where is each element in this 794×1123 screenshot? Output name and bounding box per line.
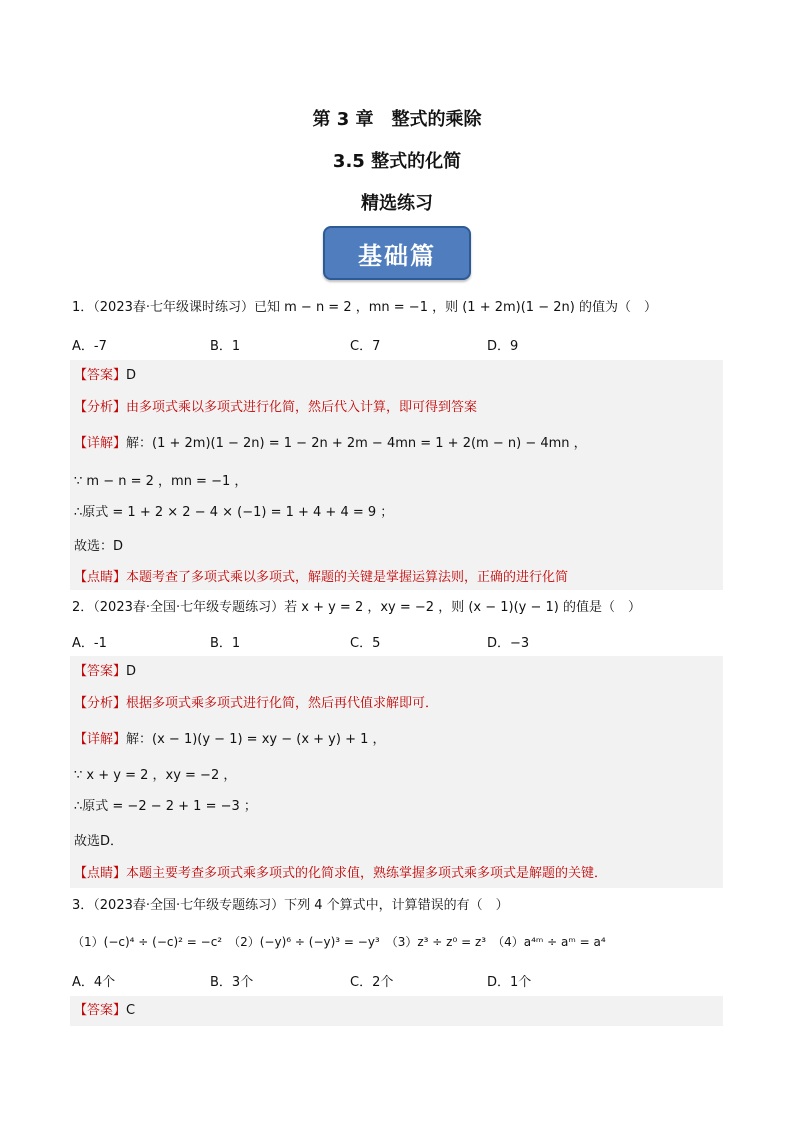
option-c: C．7: [350, 339, 381, 354]
comment-text: 本题主要考查多项式乘多项式的化简求值，熟练掌握多项式乘多项式是解题的关键．: [126, 866, 608, 881]
step-2: ∴原式 = 1 + 2 × 2 − 4 × (−1) = 1 + 4 + 4 = 9 ；: [74, 505, 394, 520]
comment-text: 本题考查了多项式乘以多项式，解题的关键是掌握运算法则，正确的进行化简: [126, 570, 569, 585]
option-b: B．1: [210, 339, 241, 354]
choice-row: 故选D．: [74, 834, 124, 849]
detail-text: 解：(1 + 2m)(1 − 2n) = 1 − 2n + 2m − 4mn = 1 + 2(m − n) − 4mn ，: [126, 436, 587, 451]
question-2-options: [72, 632, 722, 652]
analysis-row: [74, 694, 719, 714]
answer-value: D: [126, 368, 137, 383]
comment-tag: 【点睛】: [74, 866, 127, 881]
option-d: D．9: [487, 339, 519, 354]
detail-row: [74, 730, 719, 750]
answer-row: [74, 1001, 719, 1021]
answer-row: [74, 662, 719, 682]
detail-row: [74, 434, 719, 454]
answer-value: C: [126, 1003, 136, 1018]
answer-value: D: [126, 664, 137, 679]
question-3-options: [72, 971, 722, 991]
analysis-text: 根据多项式乘多项式进行化简，然后再代值求解即可．: [126, 696, 439, 711]
chapter-title: 第 3 章 整式的乘除: [312, 109, 482, 130]
comment-row: [74, 568, 719, 588]
detail-tag: 【详解】: [74, 436, 127, 451]
analysis-row: [74, 398, 719, 418]
option-a: A．4个: [72, 975, 116, 990]
question-2-solution: [70, 656, 723, 888]
step-2: ∴原式 = −2 − 2 + 1 = −3 ；: [74, 799, 257, 814]
question-1-options: [72, 335, 722, 355]
answer-tag: 【答案】: [74, 368, 127, 383]
detail-tag: 【详解】: [74, 732, 127, 747]
analysis-tag: 【分析】: [74, 400, 127, 415]
option-d: D．−3: [487, 636, 530, 651]
question-3-stem: 3．（2023春·全国·七年级专题练习）下列 4 个算式中，计算错误的有（ ）: [72, 898, 509, 913]
question-1-solution: [70, 360, 723, 590]
comment-tag: 【点睛】: [74, 570, 127, 585]
question-3-solution: [70, 996, 723, 1026]
analysis-tag: 【分析】: [74, 696, 127, 711]
question-3-formulas: （1）(−c)⁴ ÷ (−c)² = −c² （2）(−y)⁶ ÷ (−y)³ = −y³ （3）z³ ÷ z⁰ = z³ （4）a⁴ᵐ ÷ aᵐ = a⁴: [72, 935, 606, 949]
option-c: C．5: [350, 636, 381, 651]
detail-text: 解：(x − 1)(y − 1) = xy − (x + y) + 1 ，: [126, 732, 386, 747]
option-b: B．1: [210, 636, 241, 651]
section-title: 3.5 整式的化简: [332, 151, 462, 172]
step-1: ∵ x + y = 2 ，xy = −2 ，: [74, 768, 237, 783]
page-subtitle: 精选练习: [361, 193, 433, 214]
question-1-stem: 1．（2023春·七年级课时练习）已知 m − n = 2 ，mn = −1 ，则 (1 + 2m)(1 − 2n) 的值为（ ）: [72, 300, 657, 315]
choice-row: 故选：D: [74, 539, 124, 554]
level-badge: 基础篇: [323, 226, 471, 280]
option-d: D．1个: [487, 975, 532, 990]
option-a: A．-7: [72, 339, 107, 354]
question-2-stem: 2．（2023春·全国·七年级专题练习）若 x + y = 2 ，xy = −2 ，则 (x − 1)(y − 1) 的值是（ ）: [72, 600, 641, 615]
comment-row: [74, 864, 719, 884]
analysis-text: 由多项式乘以多项式进行化简，然后代入计算，即可得到答案: [126, 400, 478, 415]
answer-tag: 【答案】: [74, 1003, 127, 1018]
answer-row: [74, 366, 719, 386]
answer-tag: 【答案】: [74, 664, 127, 679]
step-1: ∵ m − n = 2 ，mn = −1 ，: [74, 474, 248, 489]
option-a: A．-1: [72, 636, 107, 651]
option-c: C．2个: [350, 975, 394, 990]
option-b: B．3个: [210, 975, 254, 990]
